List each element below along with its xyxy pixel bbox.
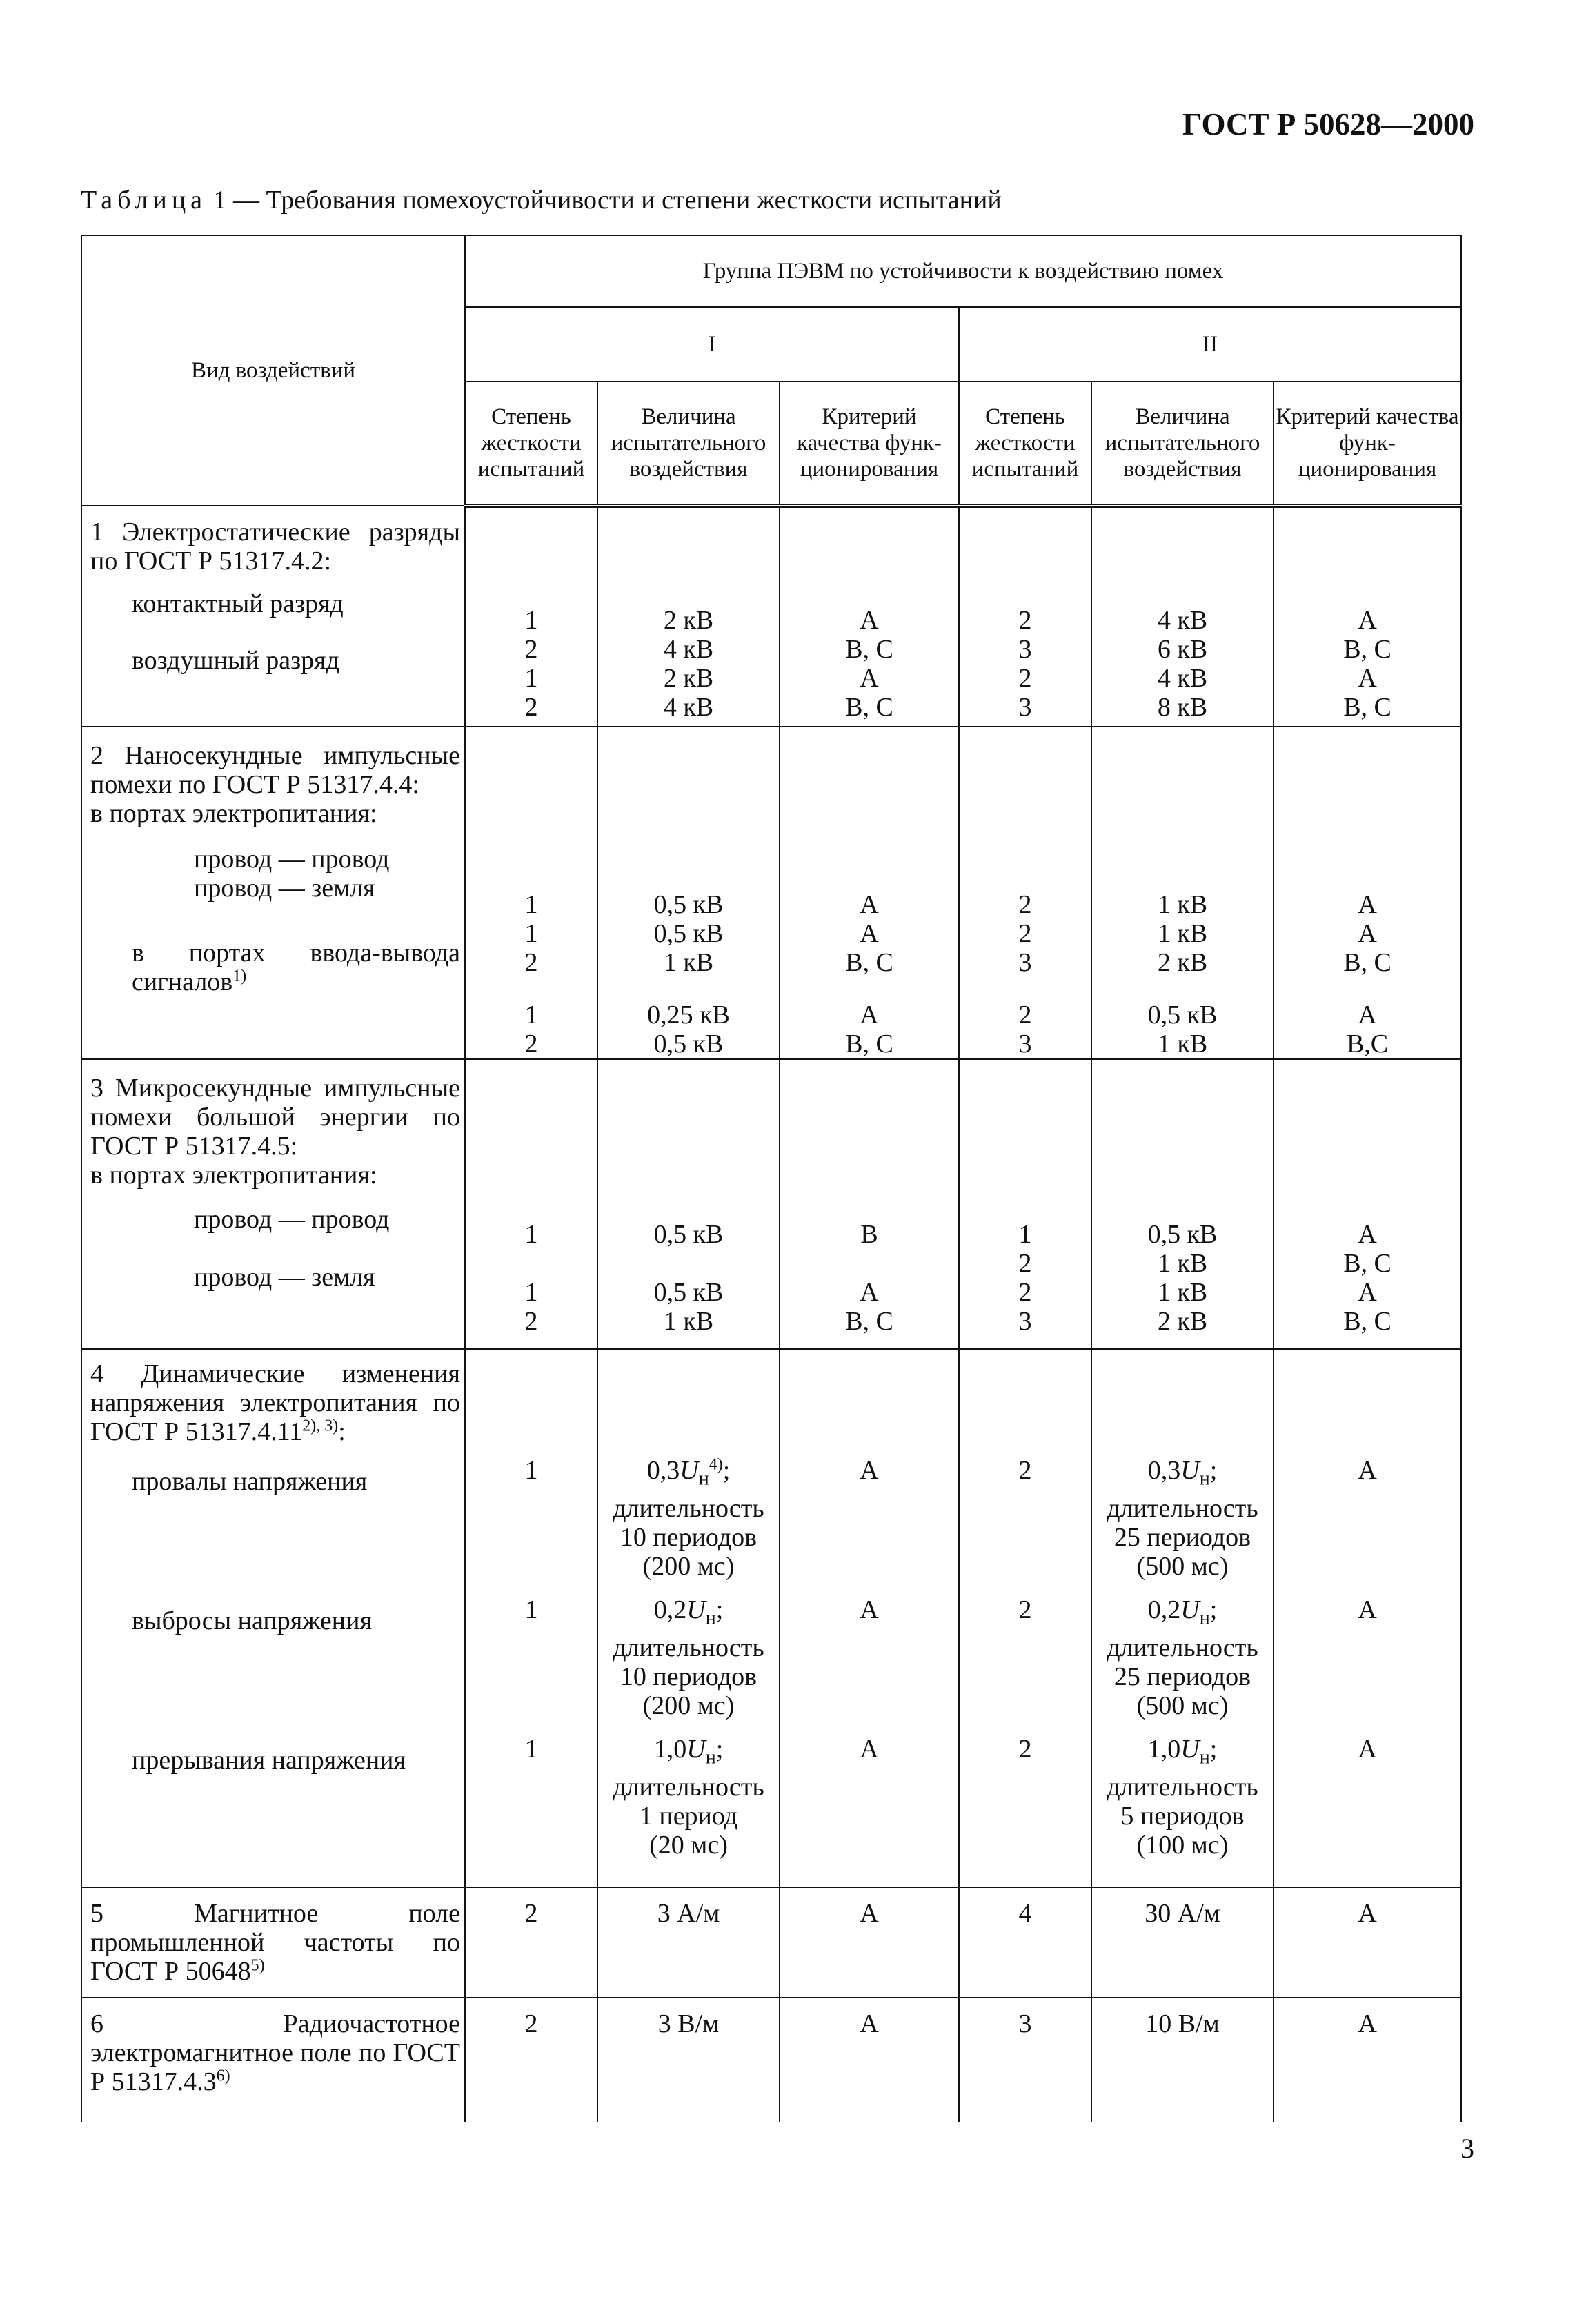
table-row-esd bbox=[81, 506, 1461, 727]
dyn-g2-criterion: A A A bbox=[1274, 1349, 1461, 1887]
mag-g2-criterion: A bbox=[1274, 1887, 1461, 1998]
nano-g1-criterion: A A B, C A B, C bbox=[780, 727, 959, 1059]
header-degree-2: Степень жесткости испытаний bbox=[959, 382, 1091, 506]
nano-io: в портах ввода-вывода сигналов$^{1)}$ bbox=[132, 938, 460, 996]
requirements-table bbox=[81, 235, 1462, 2122]
esd-g2-degree: 2 3 2 3 bbox=[959, 506, 1091, 727]
dyn-g2-value: $0,3U_н$; длительность 25 периодов (500 мс) $0,2U_н$; длительность 25 периодов (500 мс) $1,0U_н$; длительность 5 периодов (100 мс) bbox=[1091, 1349, 1274, 1887]
esd-air: воздушный разряд bbox=[132, 646, 339, 675]
micro-power: в портах электропитания: bbox=[90, 1161, 377, 1190]
caption-text: — Требования помехоустойчивости и степени жесткости испытаний bbox=[226, 186, 1002, 215]
nano-power: в портах электропитания: bbox=[90, 799, 377, 828]
mag-g1-value: 3 А/м bbox=[597, 1887, 780, 1998]
dyn-g1-criterion: A A A bbox=[780, 1349, 959, 1887]
esd-g1-degree: 1 2 1 2 bbox=[465, 506, 597, 727]
header-value-2: Величина испытательного воздействия bbox=[1091, 382, 1274, 506]
header-criterion-1: Критерий качества функ-ционирования bbox=[780, 382, 959, 506]
header-criterion-2: Критерий качества функ-ционирования bbox=[1274, 382, 1461, 506]
table-row-nanosecond bbox=[81, 727, 1461, 1059]
mag-g2-degree: 4 bbox=[959, 1887, 1091, 1998]
micro-g2-degree: 1 2 2 3 bbox=[959, 1059, 1091, 1349]
rf-g1-criterion: A bbox=[780, 1998, 959, 2122]
header-group: Группа ПЭВМ по устойчивости к воздействию помех bbox=[465, 235, 1461, 307]
dyn-interruptions: прерывания напряжения bbox=[132, 1746, 406, 1775]
nano-g1-degree: 1 1 2 1 2 bbox=[465, 727, 597, 1059]
dyn-dips: провалы напряжения bbox=[132, 1467, 368, 1496]
esd-g1-criterion: A B, C A B, C bbox=[780, 506, 959, 727]
micro-title: 3 Микросекундные импульсные помехи большой энергии по ГОСТ Р 51317.4.5: bbox=[90, 1074, 460, 1161]
dyn-title: 4 Динамические изменения напряжения электропитания по ГОСТ Р $51317.4.11^{2), 3)}$: bbox=[90, 1359, 460, 1446]
nano-g1-value: 0,5 кВ 0,5 кВ 1 кВ 0,25 кВ 0,5 кВ bbox=[597, 727, 780, 1059]
esd-title: 1 Электростатические разряды по ГОСТ Р 51317.4.2: bbox=[90, 518, 460, 575]
caption-number: 1 bbox=[213, 186, 227, 215]
nano-g2-degree: 2 2 3 2 3 bbox=[959, 727, 1091, 1059]
nano-title: 2 Наносекундные импульсные помехи по ГОСТ Р 51317.4.4: bbox=[90, 741, 460, 799]
micro-g1-value: 0,5 кВ 0,5 кВ 1 кВ bbox=[597, 1059, 780, 1349]
esd-g2-criterion: A B, C A B, C bbox=[1274, 506, 1461, 727]
rf-g2-value: 10 В/м bbox=[1091, 1998, 1274, 2122]
header-kind: Вид воздействий bbox=[81, 235, 465, 506]
esd-contact: контактный разряд bbox=[132, 589, 344, 618]
micro-g1-criterion: B A B, C bbox=[780, 1059, 959, 1349]
rf-g2-degree: 3 bbox=[959, 1998, 1091, 2122]
micro-g2-value: 0,5 кВ 1 кВ 1 кВ 2 кВ bbox=[1091, 1059, 1274, 1349]
mag-title: 5 Магнитное поле промышленной частоты по ГОСТ Р 50648$^{5)}$ bbox=[81, 1887, 465, 1998]
esd-g1-value: 2 кВ 4 кВ 2 кВ 4 кВ bbox=[597, 506, 780, 727]
micro-g1-degree: 1 1 2 bbox=[465, 1059, 597, 1349]
mag-g1-degree: 2 bbox=[465, 1887, 597, 1998]
rf-g1-value: 3 В/м bbox=[597, 1998, 780, 2122]
dyn-g1-degree: 1 1 1 bbox=[465, 1349, 597, 1887]
caption-prefix: Таблица bbox=[81, 186, 208, 215]
nano-g2-criterion: A A B, C A B,C bbox=[1274, 727, 1461, 1059]
standard-number: ГОСТ Р 50628—2000 bbox=[1182, 107, 1474, 141]
header-degree-1: Степень жесткости испытаний bbox=[465, 382, 597, 506]
table-row-microsecond bbox=[81, 1059, 1461, 1349]
table-row-dynamic bbox=[81, 1349, 1461, 1887]
page-number: 3 bbox=[1460, 2133, 1474, 2164]
mag-g2-value: 30 А/м bbox=[1091, 1887, 1274, 1998]
micro-wire-ground: провод — земля bbox=[194, 1263, 375, 1292]
micro-g2-criterion: A B, C A B, C bbox=[1274, 1059, 1461, 1349]
rf-g1-degree: 2 bbox=[465, 1998, 597, 2122]
micro-wire-wire: провод — провод bbox=[194, 1205, 390, 1234]
nano-wire-ground: провод — земля bbox=[194, 874, 375, 903]
dyn-g2-degree: 2 2 2 bbox=[959, 1349, 1091, 1887]
header-group-1: I bbox=[465, 307, 959, 382]
dyn-surges: выбросы напряжения bbox=[132, 1606, 372, 1635]
rf-g2-criterion: A bbox=[1274, 1998, 1461, 2122]
mag-g1-criterion: A bbox=[780, 1887, 959, 1998]
nano-g2-value: 1 кВ 1 кВ 2 кВ 0,5 кВ 1 кВ bbox=[1091, 727, 1274, 1059]
table-row-radio bbox=[81, 1998, 1461, 2122]
header-group-2: II bbox=[959, 307, 1461, 382]
header-value-1: Величина испытательного воздействия bbox=[597, 382, 780, 506]
table-caption bbox=[81, 185, 1002, 215]
dyn-g1-value: $0,3U_н^{4)}$; длительность 10 периодов (200 мс) $0,2U_н$; длительность 10 периодов (200 мс) $1,0U_н$; длительность 1 период (20 мс) bbox=[597, 1349, 780, 1887]
rf-title: 6 Радиочастотное электромагнитное поле по ГОСТ Р 51317.4.3$^{6)}$ bbox=[81, 1998, 465, 2122]
esd-g2-value: 4 кВ 6 кВ 4 кВ 8 кВ bbox=[1091, 506, 1274, 727]
nano-wire-wire: провод — провод bbox=[194, 845, 390, 874]
table-row-magnetic bbox=[81, 1887, 1461, 1998]
